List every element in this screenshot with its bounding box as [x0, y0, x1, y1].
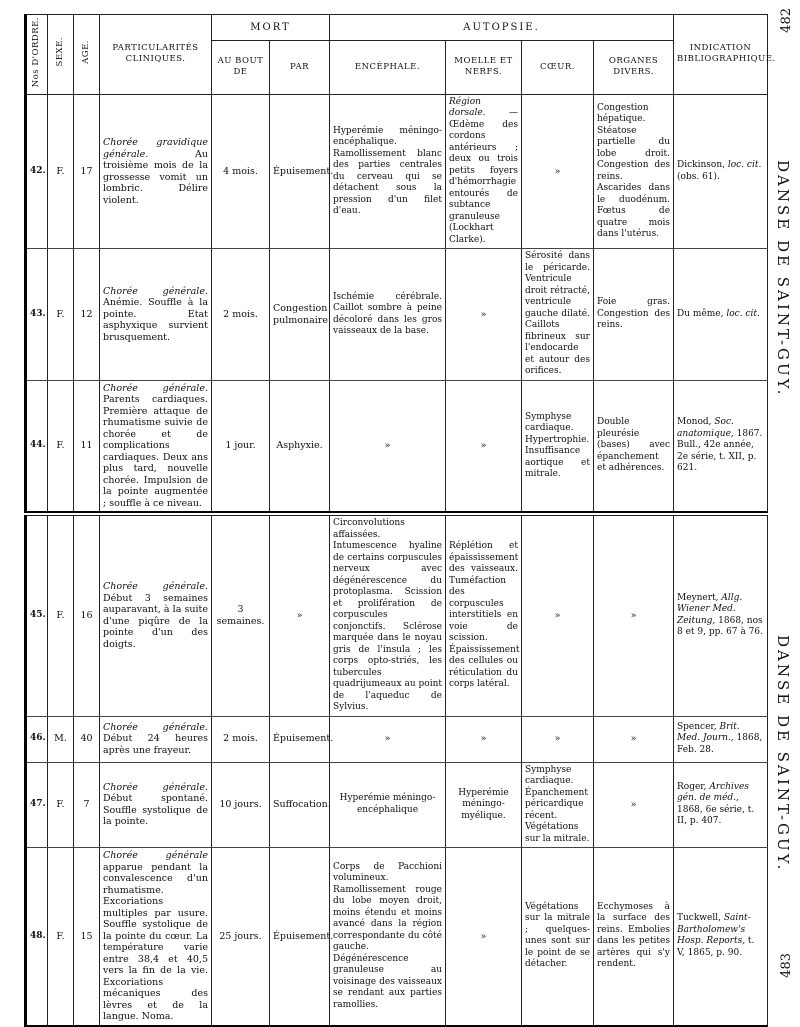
page-number: 482 [779, 8, 794, 33]
table-row: 48. F. 15 Chorée générale apparue pendant la convalescence d'un rhumatisme. Excoriations multiples par usure. Souffle systolique de la pointe du cœur. La température varie entre 38,4 et 40,5 vers la fin de la vie. Excoriations mécaniques des lèvres et de la langue. Noma. 25 jours. Épuisement. Corps de Pacchioni volumineux. Ramollissement rouge du lobe moyen droit, moins étendu et moins avancé dans la région correspondante du côté gauche. Dégénérescence granuleuse au voisinage des vaisseaux se rendant aux parties ramollies. » Végétations sur la mitrale ; quelques-unes sont sur le point de se détacher. Ecchymoses à la surface des reins. Embolies dans les petites artères qui s'y rendent. Tuckwell, Saint-Bartholomew's Hosp. Reports, t. V, 1865, p. 90. [26, 848, 768, 1026]
table-row: 47. F. 7 Chorée générale. Début spontané. Souffle systolique de la pointe. 10 jours. Suffocation. Hyperémie méningo-encéphalique Hyperémie méningo-myélique. Symphyse cardiaque. Épanchement péricardique récent. Végétations sur la mitrale. » Roger, Archives gén. de méd., 1868, 6e série, t. II, p. 407. [26, 762, 768, 848]
autopsy-table-page-483 [24, 515, 768, 1027]
running-title: DANSE DE SAINT-GUY. [774, 635, 792, 873]
col-coeur: CŒUR. [522, 40, 594, 94]
col-age: AGE. [74, 15, 100, 95]
col-autopsie: AUTOPSIE. [330, 15, 674, 41]
col-mort-bout: AU BOUT DE [212, 40, 270, 94]
page-number: 483 [779, 953, 794, 978]
running-title: DANSE DE SAINT-GUY. [774, 160, 792, 398]
table-row: 44. F. 11 Chorée générale. Parents cardiaques. Première attaque de rhumatisme suivie de chorée et de complications cardiaques. Deux ans plus tard, nouvelle chorée. Impulsion de la pointe augmentée ; souffle à ce niveau. 1 jour. Asphyxie. » » Symphyse cardiaque. Hypertrophie. Insuffisance aortique et mitrale. Double pleurésie (bases) avec épanchement et adhérences. Monod, Soc. anatomique, 1867. Bull., 42e année, 2e série, t. XII, p. 621. [26, 380, 768, 512]
table-row: 46. M. 40 Chorée générale. Début 24 heures après une frayeur. 2 mois. Épuisement. » » » » Spencer, Brit. Med. Journ., 1868, Feb. 28. [26, 716, 768, 762]
col-no-ordre: Nos D'ORDRE. [26, 15, 48, 95]
col-mort-par: PAR [270, 40, 330, 94]
col-mort: MORT [212, 15, 330, 41]
col-organes: ORGANES DIVERS. [594, 40, 674, 94]
col-particularites: PARTICULARITÉS CLINIQUES. [100, 15, 212, 95]
page-482 [0, 0, 800, 509]
table-row: 43. F. 12 Chorée générale. Anémie. Souffle à la pointe. Etat asphyxique survient brusquement. 2 mois. Congestion pulmonaire. Ischémie cérébrale. Caillot sombre à peine décoloré dans les gros vaisseaux de la base. » Sérosité dans le péricarde. Ventricule droit rétracté, ventricule gauche dilaté. Caillots fibrineux sur l'endocarde et autour des orifices. Foie gras. Congestion des reins. Du même, loc. cit. [26, 249, 768, 381]
col-sexe: SEXE. [48, 15, 74, 95]
page-483 [0, 505, 800, 1022]
col-moelle: MOELLE ET NERFS. [446, 40, 522, 94]
col-indication: INDICATION BIBLIOGRAPHIQUE. [674, 15, 768, 95]
table-row: 42. F. 17 Chorée gravidique générale. Au troisième mois de la grossesse vomit un lombric. Délire violent. 4 mois. Épuisement. Hyperémie méningo-encéphalique. Ramollissement blanc des parties centrales du cerveau qui se détachent sous la pression d'un filet d'eau. Région dorsale. — Œdème des cordons antérieurs ; deux ou trois petits foyers d'hémorrhagie entourés de subtance granuleuse (Lockhart Clarke). » Congestion hépatique. Stéatose partielle du lobe droit. Congestion des reins. Ascarides dans le duodénum. Fœtus de quatre mois dans l'utérus. Dickinson, loc. cit. (obs. 61). [26, 94, 768, 249]
autopsy-table-page-482 [24, 14, 776, 513]
table-row: 45. F. 16 Chorée générale. Début 3 semaines auparavant, à la suite d'une piqûre de la pointe d'un des doigts. 3 semaines. » Circonvolutions affaissées. Intumescence hyaline de certains corpuscules nerveux avec dégénérescence du protoplasma. Scission et prolifération de corpuscules conjonctifs. Sclérose marquée dans le noyau gris de l'insula ; les corps opto-striés, les tubercules quadrijumeaux au point de l'aqueduc de Sylvius. Réplétion et épaississement des vaisseaux. Tuméfaction des corpuscules interstitiels en voie de scission. Épaississement des cellules ou réticulation du corps latéral. » » Meynert, Allg. Wiener Med. Zeitung, 1868, nos 8 et 9, pp. 67 à 76. [26, 516, 768, 717]
col-encephale: ENCÉPHALE. [330, 40, 446, 94]
